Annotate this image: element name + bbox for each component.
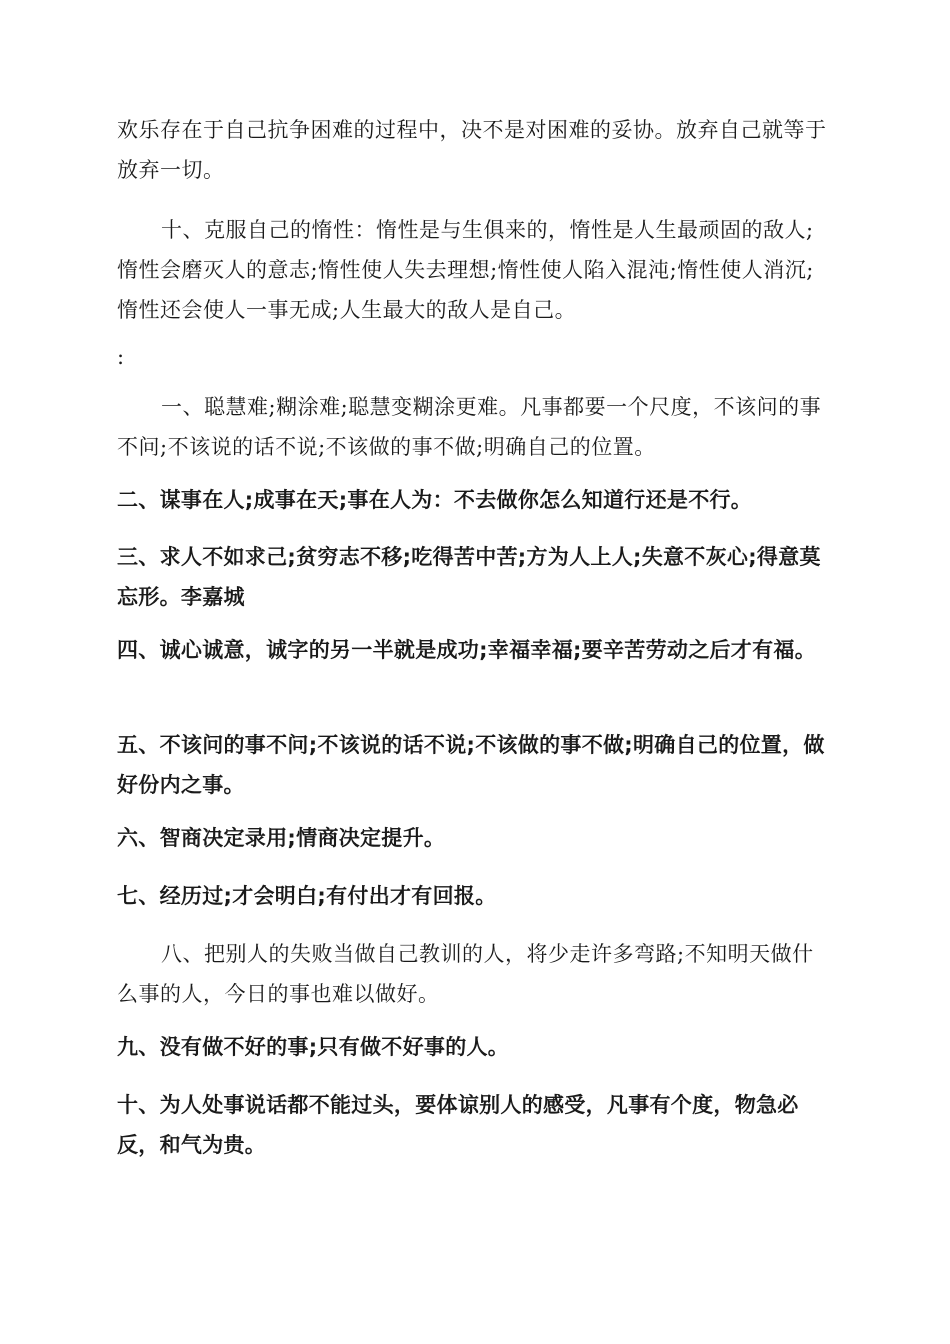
paragraph-item-9: 九、没有做不好的事;只有做不好事的人。: [117, 1035, 510, 1059]
paragraph-joy: 欢乐存在于自己抗争困难的过程中，决不是对困难的妥协。放弃自己就等于放弃一切。: [117, 118, 827, 182]
paragraph-item-6: 六、智商决定录用;情商决定提升。: [117, 826, 446, 850]
paragraph-item-7: 七、经历过;才会明白;有付出才有回报。: [117, 884, 497, 908]
paragraph-item-2: 二、谋事在人;成事在天;事在人为：不去做你怎么知道行还是不行。: [117, 488, 753, 512]
paragraph-item-10: 十、为人处事说话都不能过头，要体谅别人的感受，凡事有个度，物急必反，和气为贵。: [117, 1093, 799, 1157]
paragraph-laziness: 十、克服自己的惰性：惰性是与生俱来的，惰性是人生最顽固的敌人;惰性会磨灭人的意志;惰性使人失去理想;惰性使人陷入混沌;惰性使人消沉;惰性还会使人一事无成;人生最大的敌人是自己。: [117, 218, 814, 322]
paragraph-item-5: 五、不该问的事不问;不该说的话不说;不该做的事不做;明确自己的位置，做好份内之事。: [117, 733, 825, 797]
paragraph-item-1: 一、聪慧难;糊涂难;聪慧变糊涂更难。凡事都要一个尺度，不该问的事不问;不该说的话不说;不该做的事不做;明确自己的位置。: [117, 395, 822, 459]
paragraph-item-4: 四、诚心诚意，诚字的另一半就是成功;幸福幸福;要辛苦劳动之后才有福。: [117, 638, 816, 662]
paragraph-item-3: 三、求人不如求己;贫穷志不移;吃得苦中苦;方为人上人;失意不灰心;得意莫忘形。李嘉城: [117, 545, 821, 609]
paragraph-item-8: 八、把别人的失败当做自己教训的人，将少走许多弯路;不知明天做什么事的人，今日的事也难以做好。: [117, 942, 814, 1006]
paragraph-colon: :: [117, 345, 125, 369]
